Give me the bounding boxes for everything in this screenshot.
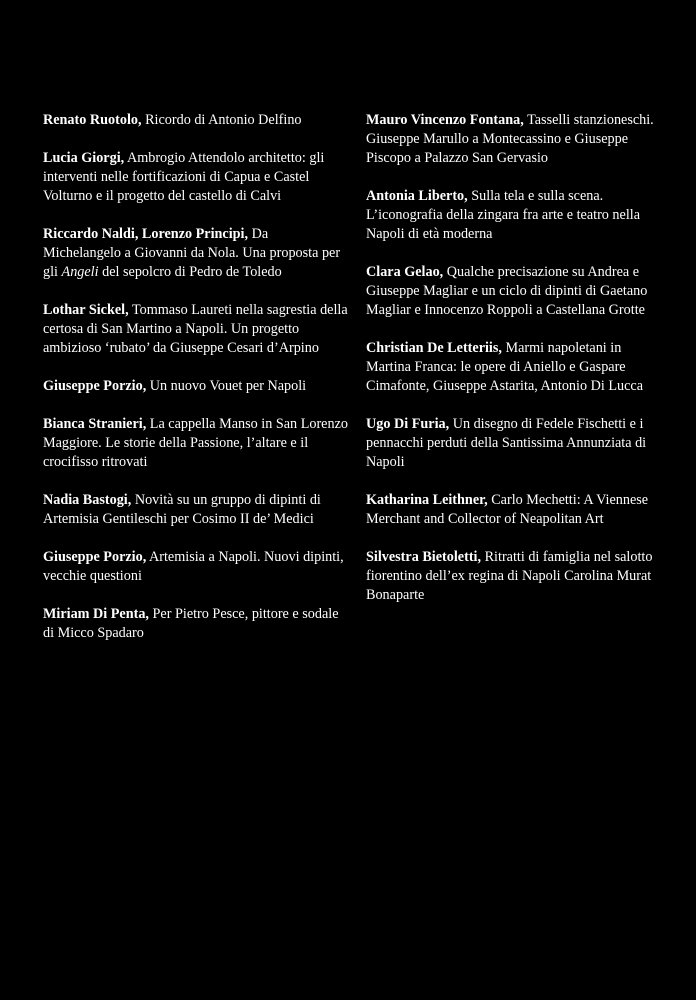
entry-author: Miriam Di Penta, xyxy=(43,606,149,622)
toc-entry xyxy=(366,187,666,244)
toc-entry xyxy=(366,491,666,529)
entry-author: Renato Ruotolo, xyxy=(43,112,142,128)
entry-title: Ricordo di Antonio Delfino xyxy=(141,112,302,128)
entry-author: Bianca Stranieri, xyxy=(43,416,147,432)
entry-author: Giuseppe Porzio, xyxy=(43,549,147,565)
toc-entry xyxy=(366,339,666,396)
toc-entry xyxy=(366,548,666,605)
entry-title: Un nuovo Vouet per Napoli xyxy=(146,378,307,394)
entry-title: Artemisia a Napoli. Nuovi dipinti, vecchie questioni xyxy=(43,549,344,584)
entry-title: Per Pietro Pesce, pittore e sodale di Micco Spadaro xyxy=(43,606,339,641)
entry-author: Giuseppe Porzio, xyxy=(43,378,147,394)
entry-author: Lothar Sickel, xyxy=(43,302,129,318)
toc-entry xyxy=(43,605,348,643)
toc-entry xyxy=(43,225,348,282)
entry-title: Tommaso Laureti nella sagrestia della certosa di San Martino a Napoli. Un progetto ambizioso ‘rubato’ da Giuseppe Cesari d’Arpino xyxy=(43,302,348,356)
toc-right-column xyxy=(366,111,666,624)
toc-entry xyxy=(366,415,666,472)
entry-title-italic: Angeli xyxy=(61,264,99,280)
entry-title: Ritratti di famiglia nel salotto fiorentino dell’ex regina di Napoli Carolina Murat Bonaparte xyxy=(366,549,653,603)
entry-title-end: del sepolcro di Pedro de Toledo xyxy=(98,264,282,280)
toc-entry xyxy=(43,491,348,529)
entry-title: Novità su un gruppo di dipinti di Artemisia Gentileschi per Cosimo II de’ Medici xyxy=(43,492,321,527)
toc-entry xyxy=(366,111,666,168)
toc-entry xyxy=(43,301,348,358)
entry-title: Marmi napoletani in Martina Franca: le opere di Aniello e Gaspare Cimafonte, Giuseppe Astarita, Antonio Di Lucca xyxy=(366,340,643,394)
toc-entry xyxy=(366,263,666,320)
entry-title: Un disegno di Fedele Fischetti e i pennacchi perduti della Santissima Annunziata di Napoli xyxy=(366,416,647,470)
toc-entry xyxy=(43,548,348,586)
entry-author: Antonia Liberto, xyxy=(366,188,468,204)
entry-author: Silvestra Bietoletti, xyxy=(366,549,482,565)
entry-author: Christian De Letteriis, xyxy=(366,340,502,356)
entry-author: Riccardo Naldi, Lorenzo Principi, xyxy=(43,226,249,242)
toc-entry xyxy=(43,415,348,472)
entry-author: Nadia Bastogi, xyxy=(43,492,132,508)
entry-author: Lucia Giorgi, xyxy=(43,150,125,166)
entry-title: Sulla tela e sulla scena. L’iconografia della zingara fra arte e teatro nella Napoli di età moderna xyxy=(366,188,641,242)
entry-title: La cappella Manso in San Lorenzo Maggiore. Le storie della Passione, l’altare e il crocifisso ritrovati xyxy=(43,416,348,470)
entry-title: Qualche precisazione su Andrea e Giuseppe Magliar e un ciclo di dipinti di Gaetano Magliar e Innocenzo Roppoli a Castellana Grotte xyxy=(366,264,648,318)
entry-title: Carlo Mechetti: A Viennese Merchant and Collector of Neapolitan Art xyxy=(366,492,649,527)
entry-author: Mauro Vincenzo Fontana, xyxy=(366,112,524,128)
toc-left-column xyxy=(43,111,348,662)
entry-author: Clara Gelao, xyxy=(366,264,444,280)
entry-title: Da Michelangelo a Giovanni da Nola. Una proposta per gli xyxy=(43,226,341,280)
entry-author: Katharina Leithner, xyxy=(366,492,488,508)
toc-entry xyxy=(43,111,348,130)
toc-entry xyxy=(43,377,348,396)
entry-title: Tasselli stanzioneschi. Giuseppe Marullo a Montecassino e Giuseppe Piscopo a Palazzo San Gervasio xyxy=(366,112,654,166)
toc-entry xyxy=(43,149,348,206)
entry-author: Ugo Di Furia, xyxy=(366,416,450,432)
entry-title: Ambrogio Attendolo architetto: gli interventi nelle fortificazioni di Capua e Castel Volturno e il progetto del castello di Calvi xyxy=(43,150,325,204)
